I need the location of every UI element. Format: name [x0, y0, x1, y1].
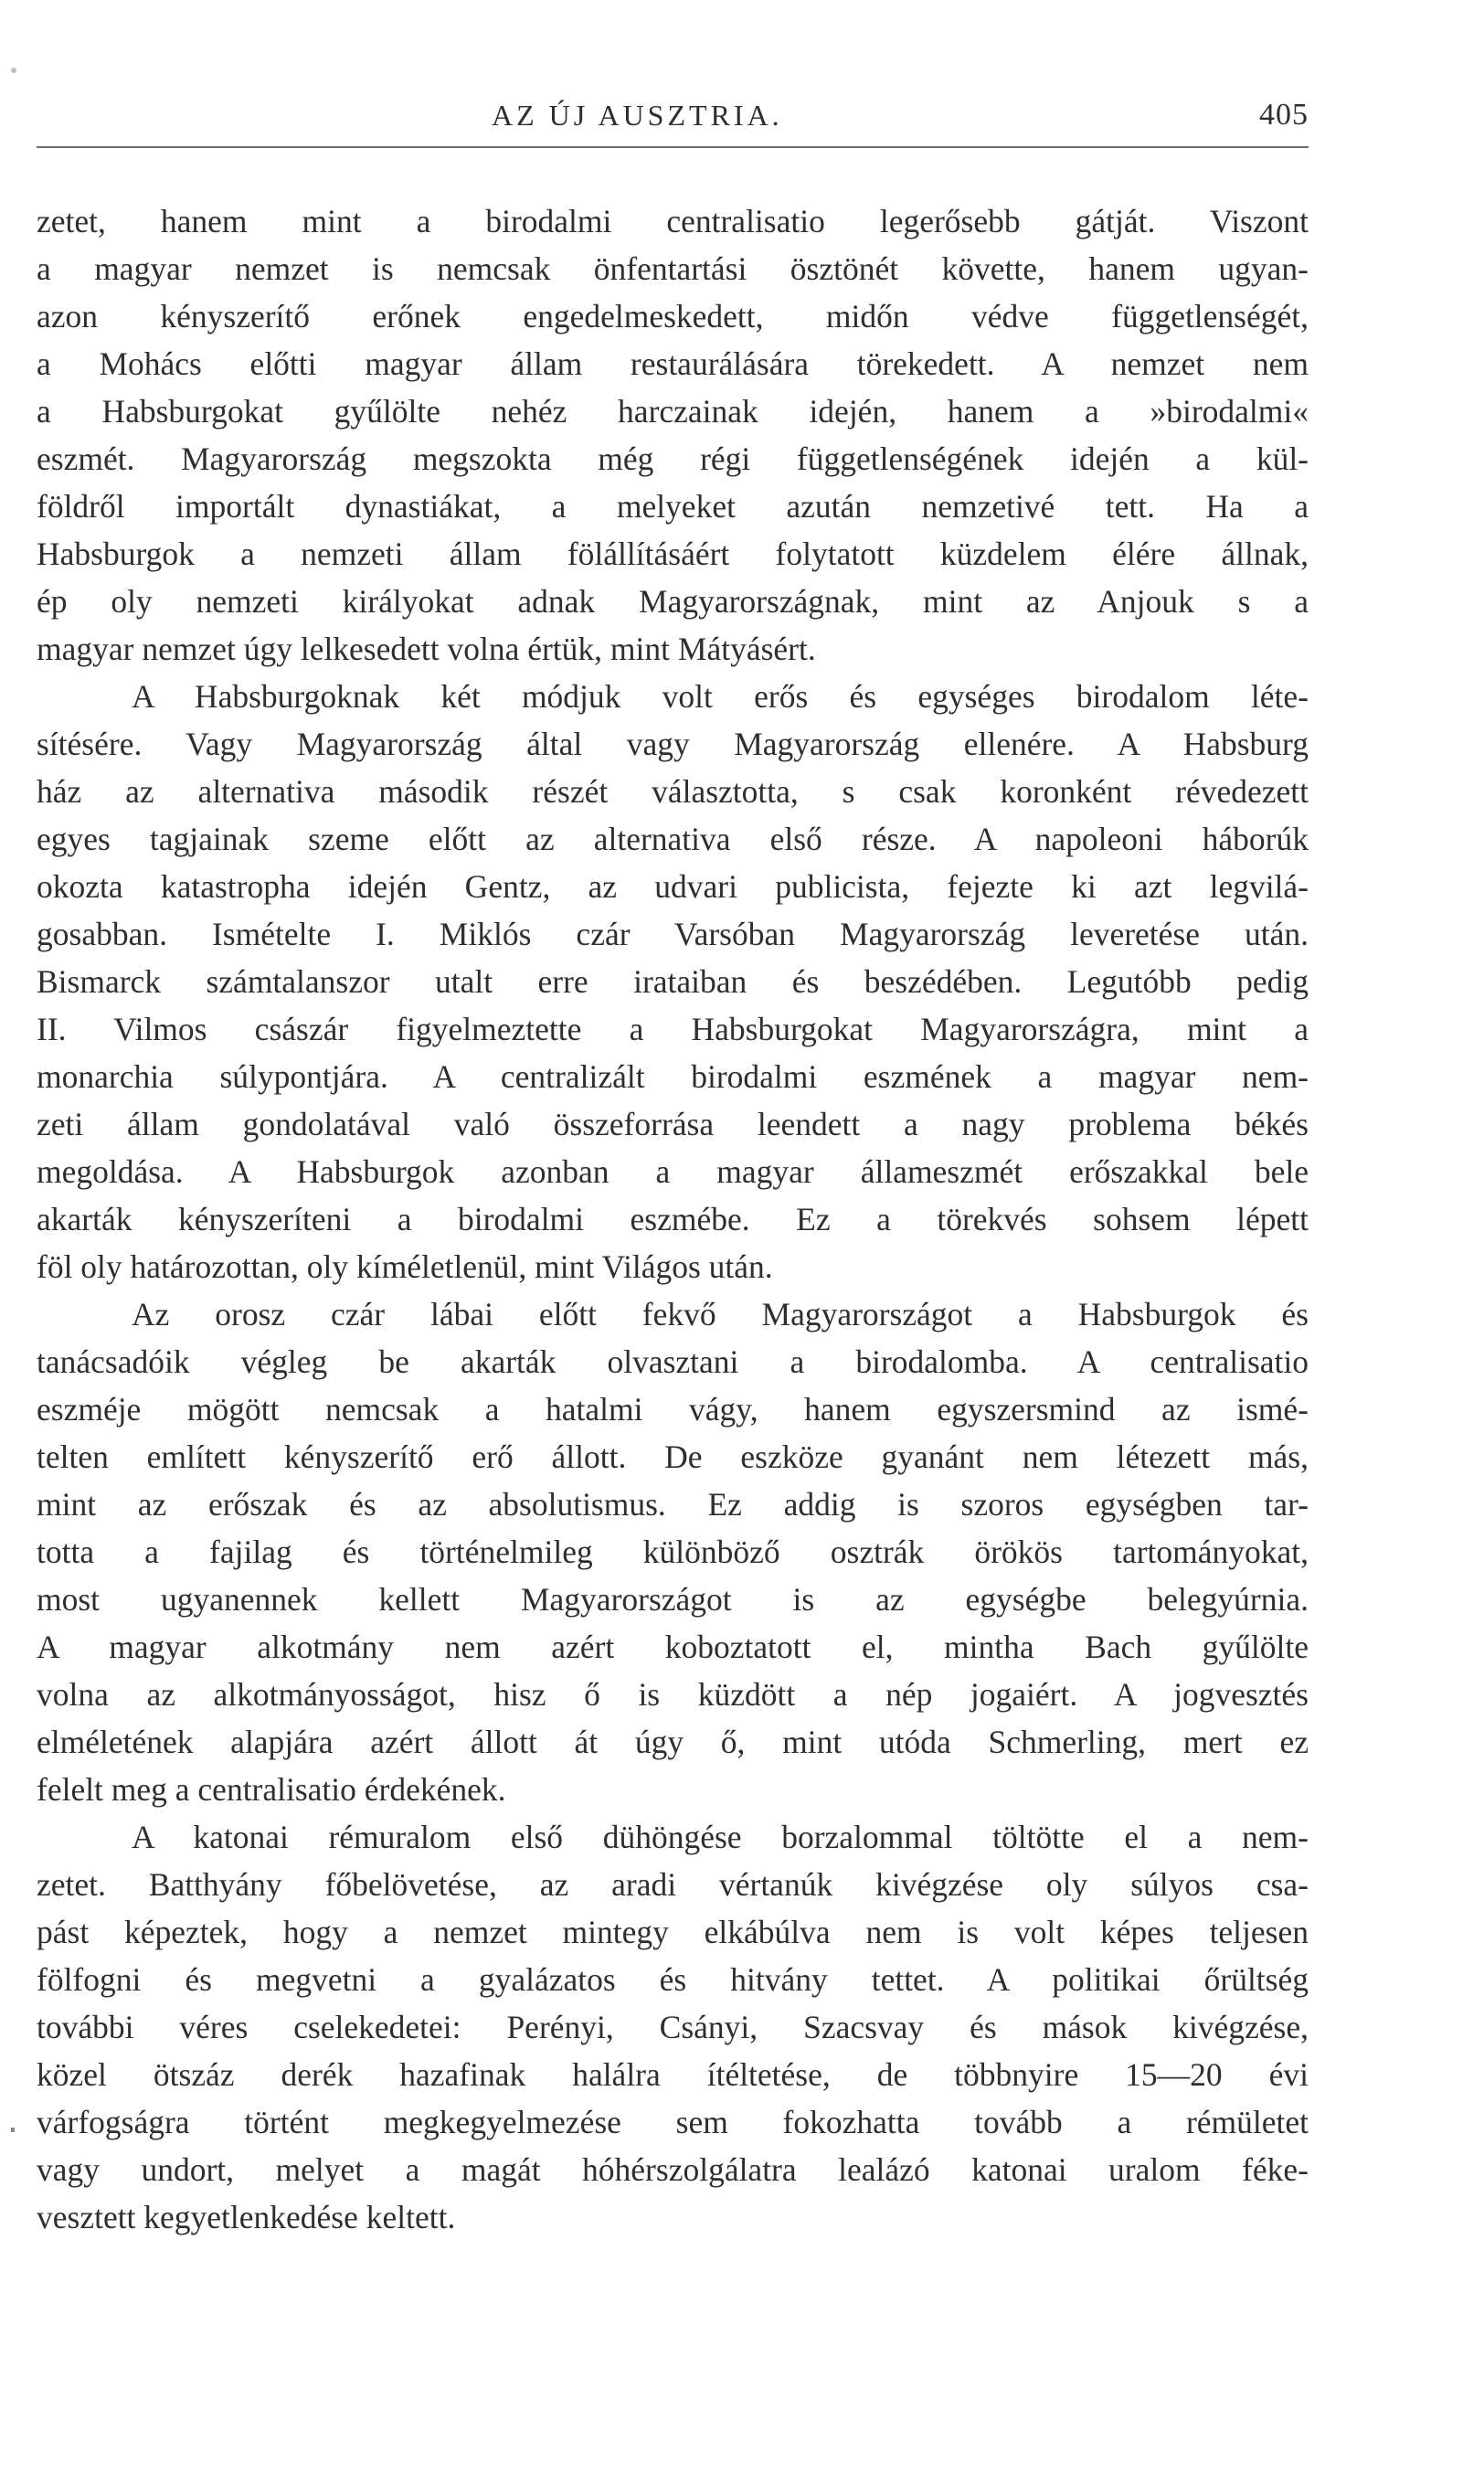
text-line: közel ötszáz derék hazafinak halálra ítéltetése, de többnyire 15—20 évi — [37, 2056, 1309, 2093]
text-line: megoldása. A Habsburgok azonban a magyar állameszmét erőszakkal bele — [37, 1153, 1309, 1190]
text-line: tanácsadóik végleg be akarták olvasztani a birodalomba. A centralisatio — [37, 1343, 1309, 1380]
text-line: felelt meg a centralisatio érdekének. — [37, 1771, 506, 1808]
text-line: volna az alkotmányosságot, hisz ő is küzdött a nép jogaiért. A jogvesztés — [37, 1676, 1309, 1713]
text-line: mint az erőszak és az absolutismus. Ez addig is szoros egységben tar- — [37, 1486, 1309, 1523]
text-line: sítésére. Vagy Magyarország által vagy Magyarország ellenére. A Habsburg — [37, 726, 1309, 762]
text-line: okozta katastropha idején Gentz, az udvari publicista, fejezte ki azt legvilá- — [37, 868, 1309, 905]
text-line: pást képeztek, hogy a nemzet mintegy elkábúlva nem is volt képes teljesen — [37, 1914, 1309, 1950]
text-line: monarchia súlypontjára. A centralizált birodalmi eszmének a magyar nem- — [37, 1058, 1309, 1095]
text-line: Bismarck számtalanszor utalt erre irataiban és beszédében. Legutóbb pedig — [37, 963, 1309, 1000]
text-line: földről importált dynastiákat, a melyeket azután nemzetivé tett. Ha a — [37, 488, 1309, 525]
paragraph — [37, 673, 1309, 1290]
text-line: további véres cselekedetei: Perényi, Csányi, Szacsvay és mások kivégzése, — [37, 2009, 1309, 2045]
page-number: 405 — [1259, 98, 1309, 132]
text-line: magyar nemzet úgy lelkesedett volna értük, mint Mátyásért. — [37, 631, 816, 667]
text-line: ép oly nemzeti királyokat adnak Magyarországnak, mint az Anjouk s a — [37, 583, 1309, 620]
text-line: telten említett kényszerítő erő állott. De eszköze gyanánt nem létezett más, — [37, 1438, 1309, 1475]
header-rule — [37, 146, 1309, 148]
text-line: A magyar alkotmány nem azért koboztatott el, mintha Bach gyűlölte — [37, 1629, 1309, 1665]
text-line: zetet, hanem mint a birodalmi centralisatio legerősebb gátját. Viszont — [37, 203, 1309, 239]
text-line: fölfogni és megvetni a gyalázatos és hitvány tettet. A politikai őrültség — [37, 1961, 1309, 1998]
text-line: II. Vilmos császár figyelmeztette a Habsburgokat Magyarországra, mint a — [37, 1011, 1309, 1047]
paragraph — [37, 1290, 1309, 1813]
text-line: most ugyanennek kellett Magyarországot is az egységbe belegyúrnia. — [37, 1581, 1309, 1618]
text-line: totta a fajilag és történelmileg különböző osztrák örökös tartományokat, — [37, 1534, 1309, 1570]
text-line: zeti állam gondolatával való összeforrása leendett a nagy problema békés — [37, 1106, 1309, 1142]
text-line: Habsburgok a nemzeti állam fölállításáért folytatott küzdelem élére állnak, — [37, 536, 1309, 572]
text-line: a Mohács előtti magyar állam restaurálására törekedett. A nemzet nem — [37, 345, 1309, 382]
text-line: Az orosz czár lábai előtt fekvő Magyarországot a Habsburgok és — [132, 1296, 1309, 1332]
text-line: gosabban. Ismételte I. Miklós czár Varsóban Magyarország leveretése után. — [37, 916, 1309, 952]
text-line: elméletének alapjára azért állott át úgy ő, mint utóda Schmerling, mert ez — [37, 1724, 1309, 1760]
text-line: ház az alternativa második részét választotta, s csak koronként révedezett — [37, 773, 1309, 810]
text-line: eszmét. Magyarország megszokta még régi függetlenségének idején a kül- — [37, 441, 1309, 477]
text-line: egyes tagjainak szeme előtt az alternativa első része. A napoleoni háborúk — [37, 821, 1309, 857]
text-line: A Habsburgoknak két módjuk volt erős és egységes birodalom léte- — [132, 678, 1309, 715]
page-header — [37, 88, 1309, 143]
running-title: AZ ÚJ AUSZTRIA. — [492, 99, 783, 132]
text-line: a Habsburgokat gyűlölte nehéz harczainak idején, hanem a »birodalmi« — [37, 393, 1309, 430]
text-line: vesztett kegyetlenkedése keltett. — [37, 2199, 456, 2235]
body-text — [37, 197, 1309, 2241]
text-line: A katonai rémuralom első dühöngése borzalommal töltötte el a nem- — [132, 1819, 1309, 1855]
text-line: föl oly határozottan, oly kíméletlenül, mint Világos után. — [37, 1248, 773, 1285]
text-line: azon kényszerítő erőnek engedelmeskedett, midőn védve függetlenségét, — [37, 298, 1309, 334]
margin-mark — [11, 2128, 15, 2132]
paragraph — [37, 197, 1309, 673]
text-line: eszméje mögött nemcsak a hatalmi vágy, hanem egyszersmind az ismé- — [37, 1391, 1309, 1428]
text-line: akarták kényszeríteni a birodalmi eszmébe. Ez a törekvés sohsem lépett — [37, 1201, 1309, 1237]
margin-speck — [11, 68, 16, 73]
paragraph — [37, 1813, 1309, 2241]
text-line: várfogságra történt megkegyelmezése sem fokozhatta tovább a rémületet — [37, 2104, 1309, 2140]
text-line: vagy undort, melyet a magát hóhérszolgálatra lealázó katonai uralom féke- — [37, 2151, 1309, 2188]
text-line: a magyar nemzet is nemcsak önfentartási ösztönét követte, hanem ugyan- — [37, 250, 1309, 287]
text-line: zetet. Batthyány főbelövetése, az aradi vértanúk kivégzése oly súlyos csa- — [37, 1866, 1309, 1903]
